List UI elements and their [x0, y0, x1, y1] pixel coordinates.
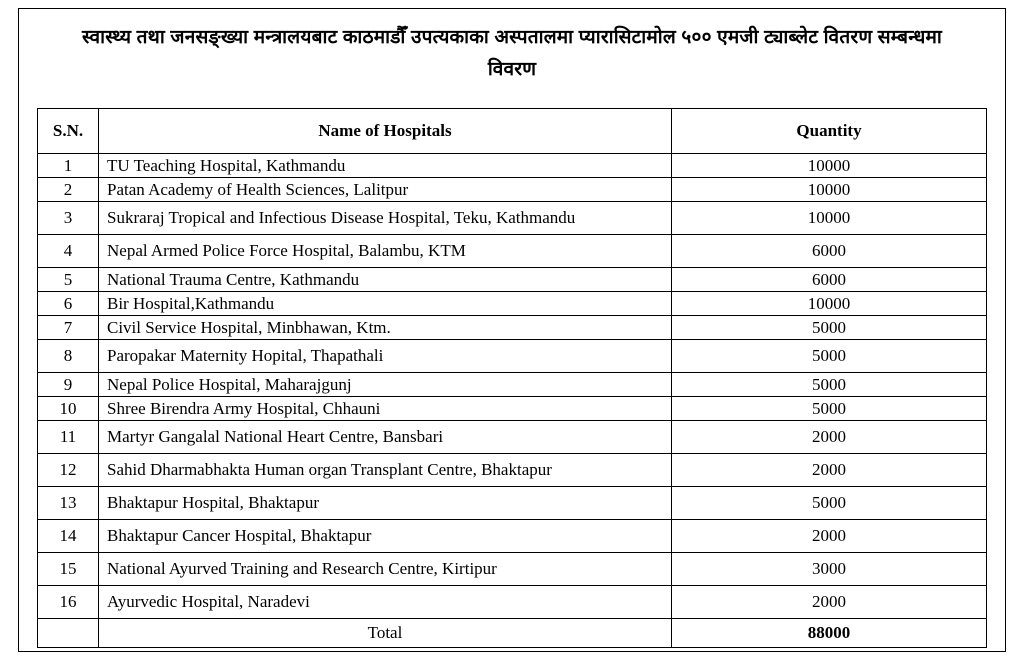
cell-hospital-name: TU Teaching Hospital, Kathmandu	[99, 154, 672, 178]
cell-hospital-name: Bhaktapur Cancer Hospital, Bhaktapur	[99, 520, 672, 553]
cell-quantity: 2000	[672, 586, 987, 619]
cell-sn: 9	[38, 373, 99, 397]
cell-sn: 16	[38, 586, 99, 619]
cell-hospital-name: Patan Academy of Health Sciences, Lalitpur	[99, 178, 672, 202]
cell-sn: 1	[38, 154, 99, 178]
cell-sn: 12	[38, 454, 99, 487]
total-spacer-cell	[38, 619, 99, 648]
cell-hospital-name: Ayurvedic Hospital, Naradevi	[99, 586, 672, 619]
table-header-row	[38, 109, 987, 154]
cell-quantity: 3000	[672, 553, 987, 586]
cell-quantity: 5000	[672, 373, 987, 397]
cell-quantity: 5000	[672, 397, 987, 421]
cell-sn: 11	[38, 421, 99, 454]
table-row	[38, 487, 987, 520]
cell-hospital-name: Martyr Gangalal National Heart Centre, Bansbari	[99, 421, 672, 454]
cell-hospital-name: Sahid Dharmabhakta Human organ Transplant Centre, Bhaktapur	[99, 454, 672, 487]
page-title: स्वास्थ्य तथा जनसङ्ख्या मन्त्रालयबाट काठमाडौँ उपत्यकाका अस्पतालमा प्यारासिटामोल ५०० एमजी ट्याब्लेट वितरण सम्बन्धमा विवरण	[81, 27, 943, 80]
cell-sn: 13	[38, 487, 99, 520]
table-total-row	[38, 619, 987, 648]
cell-sn: 6	[38, 292, 99, 316]
cell-hospital-name: Bhaktapur Hospital, Bhaktapur	[99, 487, 672, 520]
cell-sn: 5	[38, 268, 99, 292]
cell-hospital-name: Paropakar Maternity Hopital, Thapathali	[99, 340, 672, 373]
cell-quantity: 2000	[672, 454, 987, 487]
table-row	[38, 553, 987, 586]
table-footer	[38, 619, 987, 648]
total-value: 88000	[672, 619, 987, 648]
total-label: Total	[99, 619, 672, 648]
cell-sn: 2	[38, 178, 99, 202]
table-header	[38, 109, 987, 154]
table-row	[38, 202, 987, 235]
table-row	[38, 292, 987, 316]
cell-quantity: 2000	[672, 421, 987, 454]
cell-sn: 8	[38, 340, 99, 373]
cell-hospital-name: Bir Hospital,Kathmandu	[99, 292, 672, 316]
cell-hospital-name: Sukraraj Tropical and Infectious Disease Hospital, Teku, Kathmandu	[99, 202, 672, 235]
cell-quantity: 10000	[672, 154, 987, 178]
cell-quantity: 10000	[672, 202, 987, 235]
column-header-sn: S.N.	[38, 109, 99, 154]
cell-hospital-name: National Ayurved Training and Research Centre, Kirtipur	[99, 553, 672, 586]
table-row	[38, 586, 987, 619]
cell-sn: 4	[38, 235, 99, 268]
table-row	[38, 235, 987, 268]
cell-quantity: 5000	[672, 487, 987, 520]
document-content	[30, 14, 994, 648]
table-row	[38, 316, 987, 340]
table-row	[38, 397, 987, 421]
table-row	[38, 340, 987, 373]
table-body	[38, 154, 987, 619]
table-row	[38, 178, 987, 202]
cell-hospital-name: Nepal Police Hospital, Maharajgunj	[99, 373, 672, 397]
cell-hospital-name: Shree Birendra Army Hospital, Chhauni	[99, 397, 672, 421]
column-header-quantity: Quantity	[672, 109, 987, 154]
table-row	[38, 421, 987, 454]
cell-sn: 3	[38, 202, 99, 235]
cell-quantity: 6000	[672, 235, 987, 268]
table-row	[38, 454, 987, 487]
cell-hospital-name: Nepal Armed Police Force Hospital, Balambu, KTM	[99, 235, 672, 268]
table-row	[38, 268, 987, 292]
cell-quantity: 2000	[672, 520, 987, 553]
cell-hospital-name: National Trauma Centre, Kathmandu	[99, 268, 672, 292]
cell-quantity: 6000	[672, 268, 987, 292]
cell-quantity: 5000	[672, 340, 987, 373]
cell-sn: 10	[38, 397, 99, 421]
cell-hospital-name: Civil Service Hospital, Minbhawan, Ktm.	[99, 316, 672, 340]
column-header-name: Name of Hospitals	[99, 109, 672, 154]
cell-sn: 14	[38, 520, 99, 553]
hospital-distribution-table	[37, 108, 987, 648]
table-row	[38, 154, 987, 178]
table-row	[38, 373, 987, 397]
cell-sn: 15	[38, 553, 99, 586]
table-row	[38, 520, 987, 553]
cell-quantity: 10000	[672, 292, 987, 316]
cell-quantity: 10000	[672, 178, 987, 202]
cell-quantity: 5000	[672, 316, 987, 340]
cell-sn: 7	[38, 316, 99, 340]
